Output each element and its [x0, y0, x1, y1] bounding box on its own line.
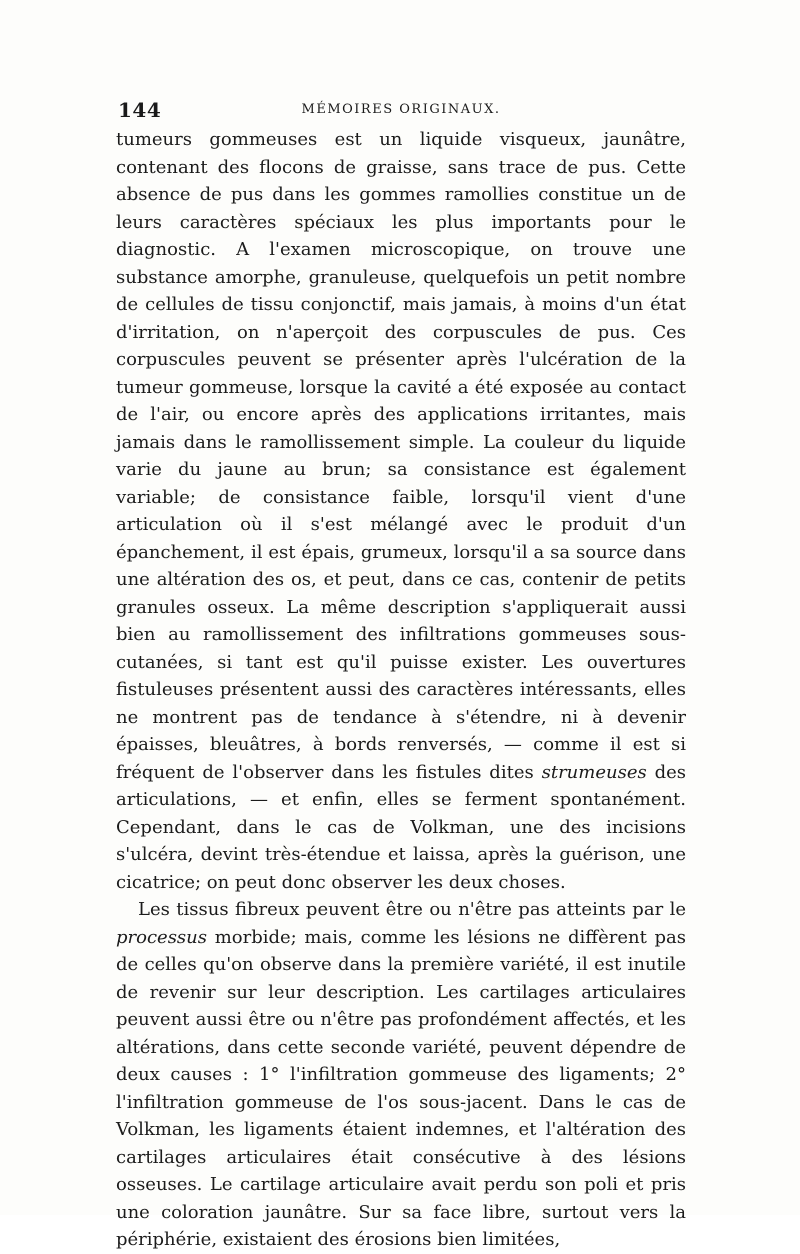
- body-text: [116, 126, 686, 1254]
- paragraph-1-text-b: des articulations, — et enfin, elles se ferment spontanément. Cependant, dans le cas de Volkman, une des incisions s'ulcéra, devint très-étendue et laissa, après la guérison, une cicatrice; on peut donc observer les deux choses.: [116, 761, 686, 893]
- page-header: [118, 98, 684, 124]
- running-title: MÉMOIRES ORIGINAUX.: [301, 102, 501, 117]
- italic-term-strumeuses: strumeuses: [541, 761, 647, 783]
- paragraph-1-text-a: tumeurs gommeuses est un liquide visqueux, jaunâtre, contenant des flocons de graisse, sans trace de pus. Cette absence de pus dans les gommes ramollies constitue un de leurs caractères spéciaux les plus importants pour le diagnostic. A l'examen microscopique, on trouve une substance amorphe, granuleuse, quelquefois un petit nombre de cellules de tissu conjonctif, mais jamais, à moins d'un état d'irritation, on n'aperçoit des corpuscules de pus. Ces corpuscules peuvent se présenter après l'ulcération de la tumeur gommeuse, lorsque la cavité a été exposée au contact de l'air, ou encore après des applications irritantes, mais jamais dans le ramollissement simple. La couleur du liquide varie du jaune au brun; sa consistance est également variable; de consistance faible, lorsqu'il vient d'une articulation où il s'est mélangé avec le produit d'un épanchement, il est épais, grumeux, lorsqu'il a sa source dans une altération des os, et peut, dans ce cas, contenir de petits granules osseux. La même description s'appliquerait aussi bien au ramollissement des infiltrations gommeuses sous-cutanées, si tant est qu'il puisse exister. Les ouvertures fistuleuses présentent aussi des caractères intéressants, elles ne montrent pas de tendance à s'étendre, ni à devenir épaisses, bleuâtres, à bords renversés, — comme il est si fréquent de l'observer dans les fistules dites: [116, 129, 686, 783]
- paragraph-1: [116, 126, 686, 896]
- paragraph-2-text-a: Les tissus fibreux peuvent être ou n'être pas atteints par le: [138, 899, 686, 920]
- paragraph-2-text-b: morbide; mais, comme les lésions ne diffèrent pas de celles qu'on observe dans la première variété, il est inutile de revenir sur leur description. Les cartilages articulaires peuvent aussi être ou n'être pas profondément affectés, et les altérations, dans cette seconde variété, peuvent dépendre de deux causes : 1° l'infiltration gommeuse des ligaments; 2° l'infiltration gommeuse de l'os sous-jacent. Dans le cas de Volkman, les ligaments étaient indemnes, et l'altération des cartilages articulaires était consécutive à des lésions osseuses. Le cartilage articulaire avait perdu son poli et pris une coloration jaunâtre. Sur sa face libre, surtout vers la périphérie, existaient des érosions bien limitées,: [116, 926, 686, 1250]
- paragraph-2: [116, 896, 686, 1254]
- page-number: 144: [118, 98, 162, 122]
- italic-term-processus: processus: [116, 926, 208, 948]
